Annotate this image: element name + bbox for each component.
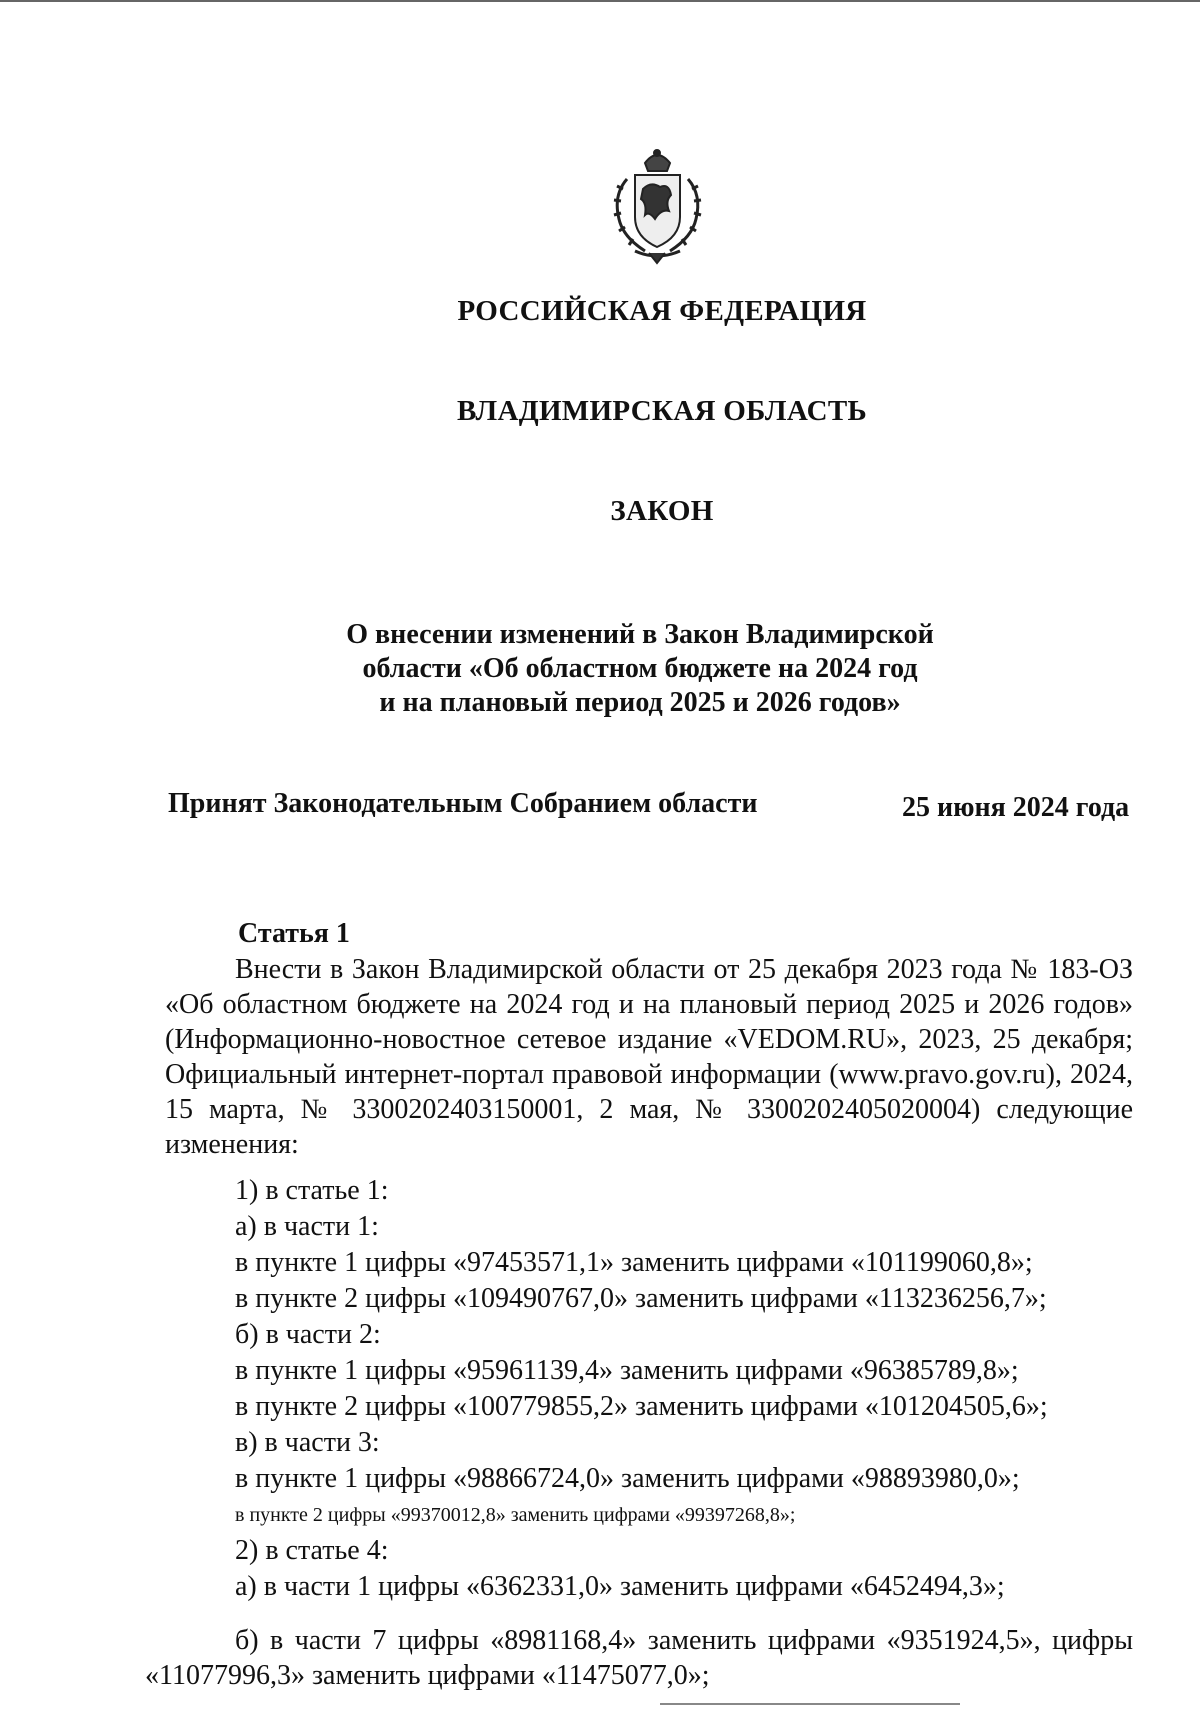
law-title-line: и на плановый период 2025 и 2026 годов» <box>379 687 901 718</box>
article-intro-text: Внести в Закон Владимирской области от 25 декабря 2023 года № 183-ОЗ «Об областном бюджете на 2024 год и на плановый период 2025 и 2026 годов» (Информационно-новостное сетевое издание «VEDOM.RU», 2023, 25 декабря; Официальный интернет-портал правовой информации (www.pravo.gov.ru), 2024, 15 марта, № 3300202403150001, 2 мая, № 3300202405020004) следующие изменения: <box>165 954 1133 1160</box>
list-item: в пункте 1 цифры «98866724,0» заменить цифрами «98893980,0»; <box>235 1463 1020 1494</box>
list-item: 2) в статье 4: <box>235 1535 389 1566</box>
list-item: в пункте 1 цифры «95961139,4» заменить цифрами «96385789,8»; <box>235 1355 1019 1386</box>
document-type-heading: ЗАКОН <box>610 495 714 527</box>
article-intro-paragraph <box>165 952 1133 1162</box>
adopted-by: Принят Законодательным Собранием области <box>168 788 758 819</box>
list-item: 1) в статье 1: <box>235 1175 389 1206</box>
list-item: а) в части 1 цифры «6362331,0» заменить цифрами «6452494,3»; <box>235 1571 1005 1602</box>
amendment-last-text: б) в части 7 цифры «8981168,4» заменить цифрами «9351924,5», цифры «11077996,3» заменить цифрами «11475077,0»; <box>145 1625 1133 1691</box>
article-heading: Статья 1 <box>238 918 350 949</box>
list-item: в пункте 1 цифры «97453571,1» заменить цифрами «101199060,8»; <box>235 1247 1033 1278</box>
amendment-list <box>235 1173 1048 1605</box>
list-item: в пункте 2 цифры «109490767,0» заменить цифрами «113236256,7»; <box>235 1283 1047 1314</box>
scan-edge-bottom <box>660 1703 960 1705</box>
law-title <box>330 618 950 720</box>
list-item: в пункте 2 цифры «99370012,8» заменить цифрами «99397268,8»; <box>235 1504 796 1526</box>
law-title-line: О внесении изменений в Закон Владимирской <box>346 619 934 650</box>
list-item: б) в части 2: <box>235 1319 381 1350</box>
adopted-date: 25 июня 2024 года <box>902 792 1130 823</box>
scan-edge-top <box>0 0 1200 2</box>
amendment-last-paragraph <box>145 1623 1133 1693</box>
list-item: в) в части 3: <box>235 1427 380 1458</box>
coat-of-arms-icon <box>605 145 710 265</box>
region-heading: ВЛАДИМИРСКАЯ ОБЛАСТЬ <box>457 395 867 427</box>
law-title-line: области «Об областном бюджете на 2024 год <box>362 653 918 684</box>
list-item: а) в части 1: <box>235 1211 379 1242</box>
federation-heading: РОССИЙСКАЯ ФЕДЕРАЦИЯ <box>457 295 867 327</box>
list-item: в пункте 2 цифры «100779855,2» заменить цифрами «101204505,6»; <box>235 1391 1048 1422</box>
